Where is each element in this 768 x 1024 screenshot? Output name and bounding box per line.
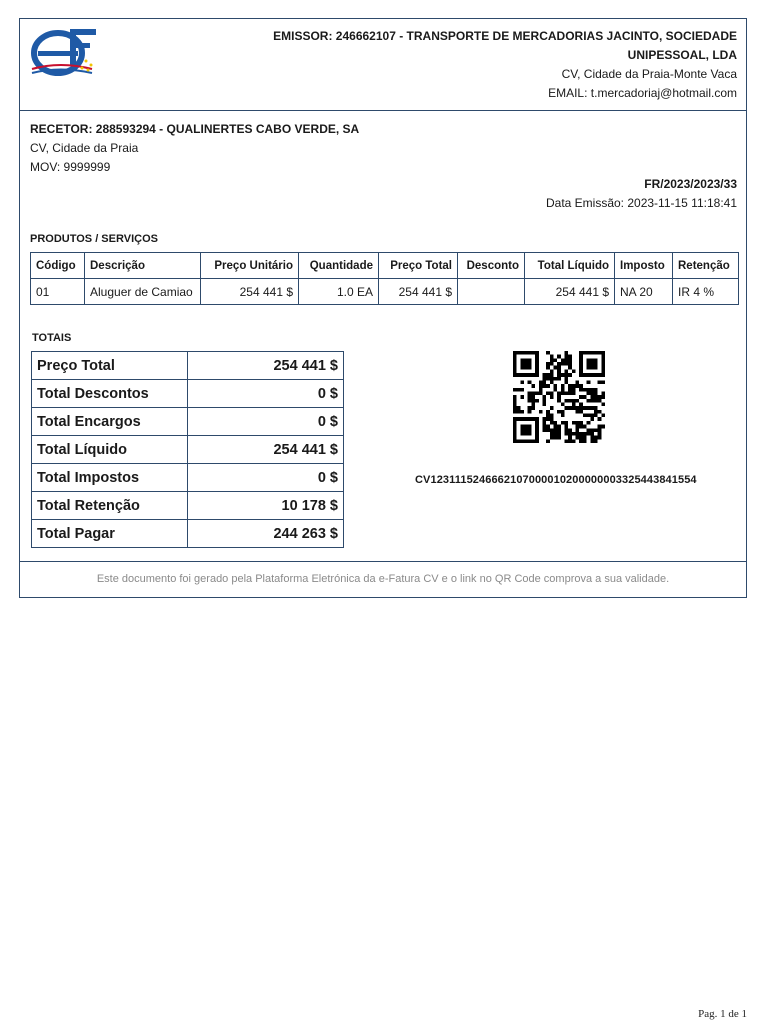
issuer-name: EMISSOR: 246662107 - TRANSPORTE DE MERCADORIAS JACINTO, SOCIEDADE	[273, 29, 737, 43]
total-label: Total Descontos	[32, 380, 188, 408]
cell-desconto	[458, 279, 525, 305]
invoice-frame	[19, 18, 747, 598]
cell-preco-total: 254 441 $	[379, 279, 458, 305]
total-label: Total Pagar	[32, 520, 188, 548]
totals-row	[32, 520, 344, 548]
total-label: Total Impostos	[32, 464, 188, 492]
table-header-row	[31, 253, 739, 279]
page-number: Pag. 1 de 1	[698, 1008, 747, 1020]
products-table	[30, 252, 739, 305]
cell-codigo: 01	[31, 279, 85, 305]
cell-descricao: Aluguer de Camiao	[85, 279, 201, 305]
total-value: 254 441 $	[188, 352, 344, 380]
products-title: PRODUTOS / SERVIÇOS	[30, 233, 158, 245]
total-label: Total Encargos	[32, 408, 188, 436]
col-quantidade: Quantidade	[299, 253, 379, 279]
issuer-email: EMAIL: t.mercadoriaj@hotmail.com	[548, 86, 737, 100]
col-codigo: Código	[31, 253, 85, 279]
total-label: Total Retenção	[32, 492, 188, 520]
divider	[20, 110, 746, 111]
document-date: Data Emissão: 2023-11-15 11:18:41	[545, 196, 737, 210]
table-row	[31, 279, 739, 305]
issuer-block	[267, 27, 737, 103]
document-number: FR/2023/2023/33	[644, 177, 737, 191]
col-preco-unitario: Preço Unitário	[201, 253, 299, 279]
issuer-name-cont: UNIPESSOAL, LDA	[627, 48, 737, 62]
totals-row	[32, 436, 344, 464]
recipient-address: CV, Cidade da Praia	[30, 141, 139, 155]
recipient-mov: MOV: 9999999	[30, 160, 111, 174]
cell-total-liquido: 254 441 $	[525, 279, 615, 305]
totals-row	[32, 380, 344, 408]
totals-row	[32, 408, 344, 436]
col-preco-total: Preço Total	[379, 253, 458, 279]
divider	[20, 561, 746, 562]
totals-row	[32, 464, 344, 492]
total-value: 254 441 $	[188, 436, 344, 464]
total-value: 10 178 $	[188, 492, 344, 520]
total-label: Preço Total	[32, 352, 188, 380]
recipient-name: RECETOR: 288593294 - QUALINERTES CABO VERDE, SA	[30, 122, 360, 136]
cell-imposto: NA 20	[615, 279, 673, 305]
col-descricao: Descrição	[85, 253, 201, 279]
total-label: Total Líquido	[32, 436, 188, 464]
footer-note: Este documento foi gerado pela Plataforma Eletrónica da e-Fatura CV e o link no QR Code comprova a sua validade.	[96, 573, 670, 585]
totals-row	[32, 492, 344, 520]
total-value: 0 $	[188, 380, 344, 408]
col-desconto: Desconto	[458, 253, 525, 279]
qr-code-icon	[510, 351, 608, 443]
recipient-block	[30, 120, 359, 177]
total-value: 0 $	[188, 408, 344, 436]
totals-row	[32, 352, 344, 380]
col-total-liquido: Total Líquido	[525, 253, 615, 279]
total-value: 0 $	[188, 464, 344, 492]
cell-quantidade: 1.0 EA	[299, 279, 379, 305]
cell-retencao: IR 4 %	[673, 279, 739, 305]
col-retencao: Retenção	[673, 253, 739, 279]
cell-preco-unitario: 254 441 $	[201, 279, 299, 305]
issuer-address: CV, Cidade da Praia-Monte Vaca	[561, 67, 737, 81]
totals-title: TOTAIS	[32, 332, 72, 344]
totals-table	[31, 351, 344, 548]
document-ref	[546, 175, 737, 213]
qr-code-text: CV1231115246662107000010200000003325443841554	[415, 474, 697, 486]
efatura-logo	[30, 25, 100, 79]
col-imposto: Imposto	[615, 253, 673, 279]
total-value: 244 263 $	[188, 520, 344, 548]
